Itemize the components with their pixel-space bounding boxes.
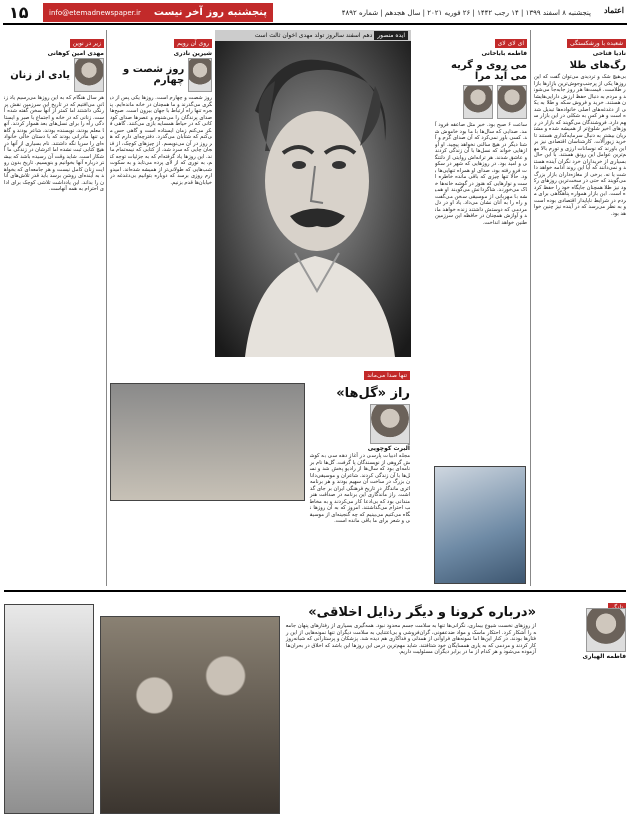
avatar xyxy=(188,58,212,92)
author: فاطمه الهیاری xyxy=(582,653,626,660)
article-body: بی‌هیچ شک و تردیدی می‌توان گفت که این روزها یکی از پرجنب‌وجوش‌ترین بازارها بازار طلاست. قیمت‌ها هر روز جابه‌جا می‌شوند و مردم به دنبال حفظ ارزش دارایی‌هایشان هستند. خرید و فروش سکه و طلا به یکی از دغدغه‌های اصلی خانواده‌ها تبدیل شده است و هر کس به شکلی در این بازار سهم دارد. فروشندگان می‌گویند که بازار در روزهای اخیر شلوغ‌تر از همیشه شده و مشتریان بیشتر به دنبال سرمایه‌گذاری هستند تا خرید زیورآلات. کارشناسان اقتصادی نیز بر این باورند که نوسانات ارزی و تورم بالا مهم‌ترین عوامل این رونق هستند. با این حال بسیاری از خریداران خرد نگران آینده هستند و نمی‌دانند که آیا این روند ادامه خواهد داشت یا نه. برخی از مغازه‌داران بازار بزرگ می‌گویند که حتی در سخت‌ترین روزهای رکود نیز طلا همچنان جایگاه خود را حفظ کرده است. این بازار همواره پناهگاهی برای مردم در شرایط ناپایدار اقتصادی بوده است و به نظر می‌رسد که در آینده نیز چنین خواهد بود. xyxy=(534,74,626,217)
headline: رگ‌های طلا xyxy=(569,60,626,71)
article-body: روز شصت و چهارم است. روزها یکی پس از دیگری می‌گذرند و ما همچنان در خانه مانده‌ایم. پنجره تنها راه ارتباط با جهان بیرون است. صبح‌ها صدای پرندگان را می‌شنوم و عصرها صدای کودکانی که در حیاط همسایه بازی می‌کنند. گاهی فکر می‌کنم زمان ایستاده است و گاهی حس می‌کنم که شتابان می‌گذرد. دفترچه‌ای دارم که هر روز در آن می‌نویسم. از چیزهای کوچک، از فنجان چایی که سرد شد، از کتابی که نیمه‌تمام ماند. این روزها یاد گرفته‌ام که به جزئیات توجه کنم، به نوری که از لای پرده می‌تابد و به سکوت شب‌هایی که طولانی‌تر از همیشه شده‌اند. امیدوارم روزی برسد که دوباره بتوانیم بی‌دغدغه در خیابان‌ها قدم بزنیم. xyxy=(110,95,212,186)
avatar xyxy=(586,608,626,652)
avatar xyxy=(463,85,493,119)
kicker: تنها صدا می‌ماند xyxy=(364,371,410,380)
headline: یادی از زنان xyxy=(10,69,70,81)
column-women xyxy=(4,30,104,586)
page-number: ۱۵ xyxy=(9,3,29,22)
headline: روز شصت و چهارم xyxy=(123,64,185,86)
author-photos xyxy=(435,85,527,119)
author: شیرین نادری xyxy=(173,50,212,57)
section-rule xyxy=(4,590,626,592)
author: فاطمه باباخانی xyxy=(481,50,527,57)
kicker: زیر در نوین xyxy=(70,39,104,48)
laboratory-photo xyxy=(434,466,526,584)
headline: می روی و گریه می آید مرا xyxy=(451,60,527,82)
column-gold xyxy=(534,30,626,586)
author: نادیا فتاحی xyxy=(592,50,626,57)
headline: راز «گل‌ها» xyxy=(336,386,410,401)
kicker: ایده منصور xyxy=(374,31,408,40)
article-body: از روزهای نخست شیوع بیماری، نگرانی‌ها تنها به سلامت جسم محدود نبود. همه‌گیری بسیاری از رفتارهای پنهان جامعه را آشکار کرد. احتکار ماسک و مواد ضدعفونی، گران‌فروشی و بی‌اعتنایی به سلامت دیگران تنها نمونه‌هایی از این رفتارها بودند. در کنار این‌ها اما نمونه‌های فراوانی از همدلی و فداکاری هم دیده شد. پزشکان و پرستارانی که شبانه‌روز کار کردند و مردمی که به یاری همسایگان خود شتافتند. شاید مهم‌ترین درس این روزها این باشد که اخلاق در بحران‌ها آزموده می‌شود و هر کدام از ما در برابر دیگران مسئولیت داریم. xyxy=(286,623,536,655)
banner-title: پنجشنبه روز آخر نیست xyxy=(153,7,267,18)
illustration xyxy=(4,604,94,814)
covid-article xyxy=(4,594,626,816)
street-crowd-photo xyxy=(100,616,280,814)
caption-text: دهم اسفند سالروز تولد مهدی اخوان ثالث است xyxy=(254,32,373,39)
headline: «درباره کرونا و دیگر رذایل اخلاقی» xyxy=(308,605,536,620)
kicker: روی آن رویم xyxy=(174,39,212,48)
article-body: هر سال هنگام که به این روزها می‌رسیم یاد زنانی می‌افتیم که در تاریخ این سرزمین نقش پررنگی داشتند اما کمتر از آنها سخن گفته شده است. زنانی که در خانه و اجتماع با صبر و ایستادگی راه را برای نسل‌های بعد هموار کردند. آنها معلم بودند، نویسنده بودند، شاعر بودند و گاهی تنها مادرانی بودند که با دستان خالی خانواده‌ای را سرپا نگه داشتند. نام بسیاری از آنها در هیچ کتابی ثبت نشده اما اثرشان در زندگی ما آشکار است. شاید وقت آن رسیده باشد که بیشتر درباره آنها بخوانیم و بنویسیم. تاریخ بدون روایت زنان کامل نیست و هر جامعه‌ای که بخواهد به آینده‌ای روشن برسد باید قدر تلاش‌های آنان را بداند. این یادداشت تلاشی کوچک برای ادای احترام به همه آنهاست. xyxy=(4,95,104,192)
column-day-64 xyxy=(110,30,212,360)
avatar xyxy=(370,404,410,444)
portrait-photo xyxy=(215,41,411,357)
article-body: ساعت ۶ صبح بود. خبر مثل صاعقه فرود آمد. صدایی که سال‌ها با ما بود خاموش شد. کسی باور نمی‌کرد که آن صدای گرم و آشنا دیگر در هیچ سالنی نخواهد پیچید. او آوازهایی خواند که نسل‌ها با آن زندگی کردند و عاشق شدند. هر ترانه‌اش روایتی از دلتنگی و امید بود. در روزهایی که شهر در سکوت فرو رفته بود، صدای او همراه تنهایی‌ها بود. حالا تنها چیزی که باقی مانده خاطره است و نوارهایی که هنوز در گوشه خانه‌ها خاک می‌خورند. شاگردانش می‌گویند او همیشه با مهربانی از موسیقی سخن می‌گفت و راه را به آنان نشان می‌داد. یاد او در دل مردمی که دوستش داشتند زنده خواهد ماند و آوازش همچنان در حافظه این سرزمین طنین خواهد انداخت. xyxy=(435,122,527,226)
avatar xyxy=(497,85,527,119)
date-line: پنجشنبه ۸ اسفند ۱۳۹۹ | ۱۴ رجب ۱۴۴۲ | ۲۶ فوریه ۲۰۲۱ | سال هجدهم | شماره ۴۸۹۲ xyxy=(341,9,591,17)
photo-caption xyxy=(215,30,411,41)
section-banner xyxy=(43,3,273,22)
article-body: مجله ادبیات پارسی در آغاز دهه سی به کوشش گروهی از نویسندگان پا گرفت. گل‌ها نام برنامه‌ای بود که سال‌ها از رادیو پخش شد و نسل‌ها با آن زندگی کردند. شاعران و موسیقی‌دانان بزرگ در ساخت آن سهیم بودند و هر برنامه اثری ماندگار در تاریخ فرهنگی ایران بر جای گذاشت. راز ماندگاری این برنامه در صداقت هنرمندانی بود که بی‌ادعا کار می‌کردند و به مخاطب احترام می‌گذاشتند. امروز که به آن روزها نگاه می‌کنیم می‌بینیم که چه گنجینه‌ای از موسیقی و شعر برای ما باقی مانده است. xyxy=(310,453,410,524)
golha-article xyxy=(110,362,410,584)
portrait-block xyxy=(215,30,411,358)
masthead xyxy=(3,3,627,25)
kicker: شعبده با ورشکستگی xyxy=(567,39,626,48)
musician-photo xyxy=(110,383,305,501)
banner-email: info@etemadnewspaper.ir xyxy=(49,8,141,17)
divider xyxy=(106,30,107,586)
author: مهدی امین کوهانی xyxy=(47,50,104,57)
newspaper-logo: اعتماد xyxy=(603,5,624,15)
avatar xyxy=(74,58,104,92)
kicker: ای لای لای xyxy=(495,39,527,48)
author: آلبرت کوچویی xyxy=(367,445,410,452)
divider xyxy=(530,30,531,586)
